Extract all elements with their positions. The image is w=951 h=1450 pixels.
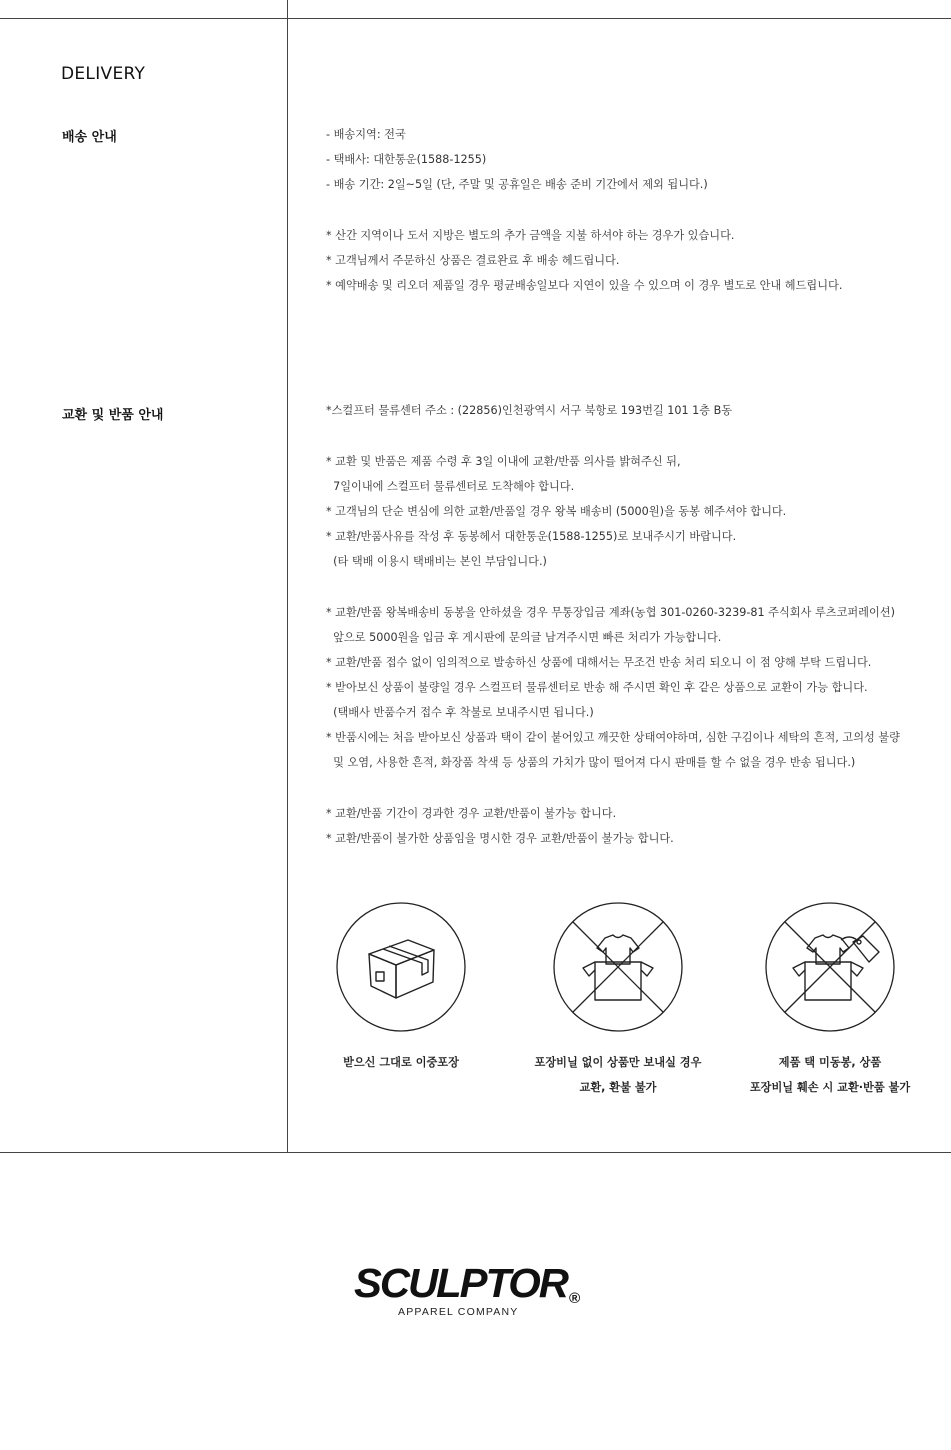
icon-caption: 받으신 그대로 이중포장 [343, 1056, 459, 1069]
list-item: (타 택배 이용시 택배비는 본인 부담입니다.) [326, 555, 547, 568]
list-item: (택배사 반품수거 접수 후 착불로 보내주시면 됩니다.) [326, 706, 594, 719]
list-item: * 교환/반품이 불가한 상품임을 명시한 경우 교환/반품이 불가능 합니다. [326, 832, 674, 845]
no-tag-removed-icon [765, 902, 895, 1032]
top-divider [0, 18, 951, 19]
list-item: 앞으로 5000원을 입금 후 게시판에 문의글 남겨주시면 빠른 처리가 가능합니다. [326, 631, 722, 644]
address-line: *스컬프터 물류센터 주소 : (22856)인천광역시 서구 북항로 193번길 101 1층 B동 [326, 404, 733, 417]
icon-caption: 제품 택 미동봉, 상품 [778, 1056, 882, 1069]
list-item: * 고객님의 단순 변심에 의한 교환/반품일 경우 왕복 배송비 (5000원)을 동봉 헤주셔야 합니다. [326, 505, 787, 518]
brand-logo [354, 1262, 604, 1322]
list-item: * 교환 및 반품은 제품 수령 후 3일 이내에 교환/반품 의사를 밝혀주신 뒤, [326, 455, 681, 468]
page-title: DELIVERY [61, 64, 146, 84]
list-item: * 반품시에는 처음 받아보신 상품과 택이 같이 붙어있고 깨끗한 상태여야하며, 심한 구김이나 세탁의 흔적, 고의성 불량 [326, 731, 900, 744]
delivery-section-title: 배송 안내 [62, 130, 117, 145]
icon-caption: 포장비닐 훼손 시 교환·반품 불가 [749, 1081, 911, 1094]
list-item: * 교환/반품 기간이 경과한 경우 교환/반품이 불가능 합니다. [326, 807, 617, 820]
registered-mark: ® [568, 1290, 579, 1307]
list-item: * 예약배송 및 리오더 제품일 경우 평균배송일보다 지연이 있을 수 있으며 이 경우 별도로 안내 헤드립니다. [326, 279, 843, 292]
delivery-info [326, 122, 842, 298]
list-item: - 택배사: 대한통운(1588-1255) [326, 153, 487, 166]
list-item: * 고객님께서 주문하신 상품은 결료완료 후 배송 헤드립니다. [326, 254, 620, 267]
list-item: - 배송 기간: 2일~5일 (단, 주말 및 공휴일은 배송 준비 기간에서 제외 됩니다.) [326, 178, 708, 191]
icon-caption: 포장비닐 없이 상품만 보내실 경우 [534, 1056, 702, 1069]
list-item: * 교환/반품사유를 작성 후 동봉헤서 대한통운(1588-1255)로 보내주시기 바랍니다. [326, 530, 737, 543]
list-item: * 산간 지역이나 도서 지방은 별도의 추가 금액을 지불 하셔야 하는 경우가 있습니다. [326, 229, 735, 242]
logo-tagline: APPAREL COMPANY [398, 1306, 519, 1318]
list-item: - 배송지역: 전국 [326, 128, 406, 141]
bottom-divider [0, 1152, 951, 1153]
logo-wordmark: SCULPTOR [354, 1260, 567, 1306]
exchange-info [326, 398, 900, 851]
list-item: 7일이내에 스컬프터 물류센터로 도착해야 합니다. [326, 480, 575, 493]
box-icon [336, 902, 466, 1032]
exchange-section-title: 교환 및 반품 안내 [62, 408, 164, 423]
column-divider [287, 0, 288, 1152]
list-item: * 교환/반품 접수 없이 임의적으로 발송하신 상품에 대해서는 무조건 반송 처리 되오니 이 점 양해 부탁 드립니다. [326, 656, 872, 669]
icon-caption: 교환, 환불 불가 [579, 1081, 657, 1094]
list-item: 및 오염, 사용한 흔적, 화장품 착색 등 상품의 가치가 많이 떨어져 다시 판매를 할 수 없을 경우 반송 됩니다.) [326, 756, 856, 769]
list-item: * 교환/반품 왕복배송비 동봉을 안하셨을 경우 무통장입금 계좌(농협 301-0260-3239-81 주식회사 루츠코퍼레이션) [326, 606, 895, 619]
no-unwrapped-clothing-icon [553, 902, 683, 1032]
list-item: * 받아보신 상품이 불량일 경우 스컬프터 물류센터로 반송 해 주시면 확인 후 같은 상품으로 교환이 가능 합니다. [326, 681, 868, 694]
